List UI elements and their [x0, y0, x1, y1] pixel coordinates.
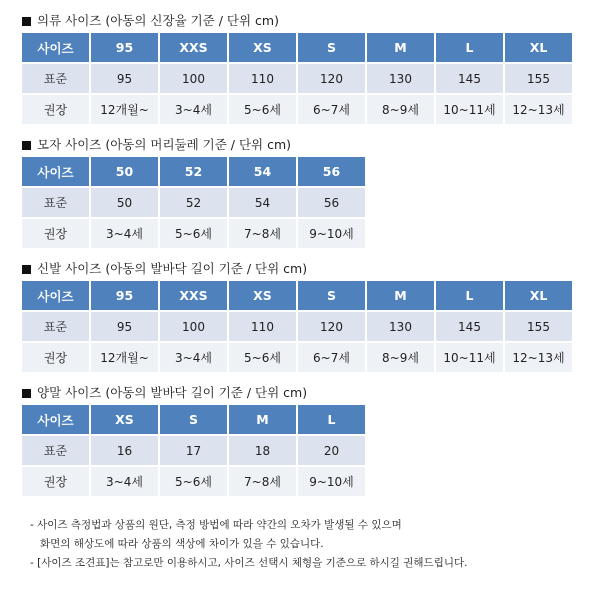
section-title	[22, 384, 367, 402]
table-header-row	[22, 405, 365, 434]
standard-row	[22, 436, 365, 465]
sock-size-table	[20, 403, 367, 498]
row-label: 권장	[22, 343, 89, 372]
sock-size-section	[22, 384, 367, 498]
size-header: M	[229, 405, 296, 434]
row-label: 권장	[22, 219, 89, 248]
size-header: L	[436, 33, 503, 62]
section-title-text: 모자 사이즈 (아동의 머리둘레 기준 / 단위 cm)	[37, 137, 292, 152]
row-label: 표준	[22, 436, 89, 465]
size-header: 50	[91, 157, 158, 186]
standard-row	[22, 188, 365, 217]
table-cell: 100	[160, 312, 227, 341]
square-bullet-icon	[22, 17, 31, 26]
size-header: XL	[505, 281, 572, 310]
table-cell: 8~9세	[367, 95, 434, 124]
table-cell: 12~13세	[505, 343, 572, 372]
size-notes	[30, 516, 467, 573]
table-cell: 9~10세	[298, 467, 365, 496]
size-header: XS	[229, 281, 296, 310]
size-header: 54	[229, 157, 296, 186]
section-title	[22, 260, 574, 278]
table-cell: 100	[160, 64, 227, 93]
table-cell: 3~4세	[160, 343, 227, 372]
size-header: S	[298, 281, 365, 310]
table-cell: 50	[91, 188, 158, 217]
table-cell: 155	[505, 64, 572, 93]
table-cell: 12개월~	[91, 95, 158, 124]
table-cell: 3~4세	[160, 95, 227, 124]
note-line: - 사이즈 측정법과 상품의 원단, 측정 방법에 따라 약간의 오차가 발생될 수 있으며	[30, 519, 402, 531]
clothing-size-table	[20, 31, 574, 126]
note-line: - [사이즈 조견표]는 참고로만 이용하시고, 사이즈 선택시 체형을 기준으로 하시길 권해드립니다.	[30, 557, 468, 569]
size-header: 95	[91, 33, 158, 62]
standard-row	[22, 312, 572, 341]
header-label: 사이즈	[22, 405, 89, 434]
row-label: 표준	[22, 188, 89, 217]
table-cell: 7~8세	[229, 467, 296, 496]
section-title	[22, 12, 574, 30]
table-cell: 52	[160, 188, 227, 217]
table-cell: 5~6세	[160, 219, 227, 248]
note-line: 화면의 해상도에 따라 상품의 색상에 차이가 있을 수 있습니다.	[40, 538, 324, 550]
header-label: 사이즈	[22, 281, 89, 310]
table-cell: 20	[298, 436, 365, 465]
table-header-row	[22, 33, 572, 62]
row-label: 권장	[22, 95, 89, 124]
table-cell: 54	[229, 188, 296, 217]
table-cell: 110	[229, 64, 296, 93]
table-cell: 95	[91, 312, 158, 341]
table-cell: 56	[298, 188, 365, 217]
table-cell: 3~4세	[91, 467, 158, 496]
section-title	[22, 136, 367, 154]
shoe-size-section	[22, 260, 574, 374]
size-header: S	[160, 405, 227, 434]
size-header: 56	[298, 157, 365, 186]
table-cell: 3~4세	[91, 219, 158, 248]
shoe-size-table	[20, 279, 574, 374]
header-label: 사이즈	[22, 157, 89, 186]
section-title-text: 양말 사이즈 (아동의 발바닥 길이 기준 / 단위 cm)	[37, 385, 308, 400]
table-cell: 155	[505, 312, 572, 341]
recommended-row	[22, 219, 365, 248]
standard-row	[22, 64, 572, 93]
table-cell: 8~9세	[367, 343, 434, 372]
table-cell: 16	[91, 436, 158, 465]
table-cell: 9~10세	[298, 219, 365, 248]
row-label: 표준	[22, 64, 89, 93]
size-header: XXS	[160, 33, 227, 62]
row-label: 표준	[22, 312, 89, 341]
table-cell: 120	[298, 64, 365, 93]
table-header-row	[22, 281, 572, 310]
recommended-row	[22, 467, 365, 496]
hat-size-section	[22, 136, 367, 250]
table-cell: 130	[367, 64, 434, 93]
table-cell: 145	[436, 312, 503, 341]
size-header: XS	[91, 405, 158, 434]
table-cell: 145	[436, 64, 503, 93]
table-cell: 12~13세	[505, 95, 572, 124]
table-cell: 7~8세	[229, 219, 296, 248]
table-cell: 130	[367, 312, 434, 341]
table-cell: 10~11세	[436, 343, 503, 372]
table-header-row	[22, 157, 365, 186]
table-cell: 95	[91, 64, 158, 93]
section-title-text: 신발 사이즈 (아동의 발바닥 길이 기준 / 단위 cm)	[37, 261, 308, 276]
table-cell: 18	[229, 436, 296, 465]
size-header: 95	[91, 281, 158, 310]
table-cell: 5~6세	[229, 95, 296, 124]
recommended-row	[22, 95, 572, 124]
table-cell: 120	[298, 312, 365, 341]
square-bullet-icon	[22, 389, 31, 398]
size-header: S	[298, 33, 365, 62]
size-header: L	[436, 281, 503, 310]
recommended-row	[22, 343, 572, 372]
table-cell: 10~11세	[436, 95, 503, 124]
size-header: M	[367, 33, 434, 62]
clothing-size-section	[22, 12, 574, 126]
size-header: L	[298, 405, 365, 434]
table-cell: 6~7세	[298, 95, 365, 124]
table-cell: 5~6세	[229, 343, 296, 372]
square-bullet-icon	[22, 265, 31, 274]
size-header: XXS	[160, 281, 227, 310]
table-cell: 110	[229, 312, 296, 341]
table-cell: 12개월~	[91, 343, 158, 372]
size-header: M	[367, 281, 434, 310]
table-cell: 17	[160, 436, 227, 465]
section-title-text: 의류 사이즈 (아동의 신장율 기준 / 단위 cm)	[37, 13, 279, 28]
row-label: 권장	[22, 467, 89, 496]
hat-size-table	[20, 155, 367, 250]
size-header: XS	[229, 33, 296, 62]
square-bullet-icon	[22, 141, 31, 150]
header-label: 사이즈	[22, 33, 89, 62]
table-cell: 5~6세	[160, 467, 227, 496]
size-header: 52	[160, 157, 227, 186]
size-header: XL	[505, 33, 572, 62]
table-cell: 6~7세	[298, 343, 365, 372]
